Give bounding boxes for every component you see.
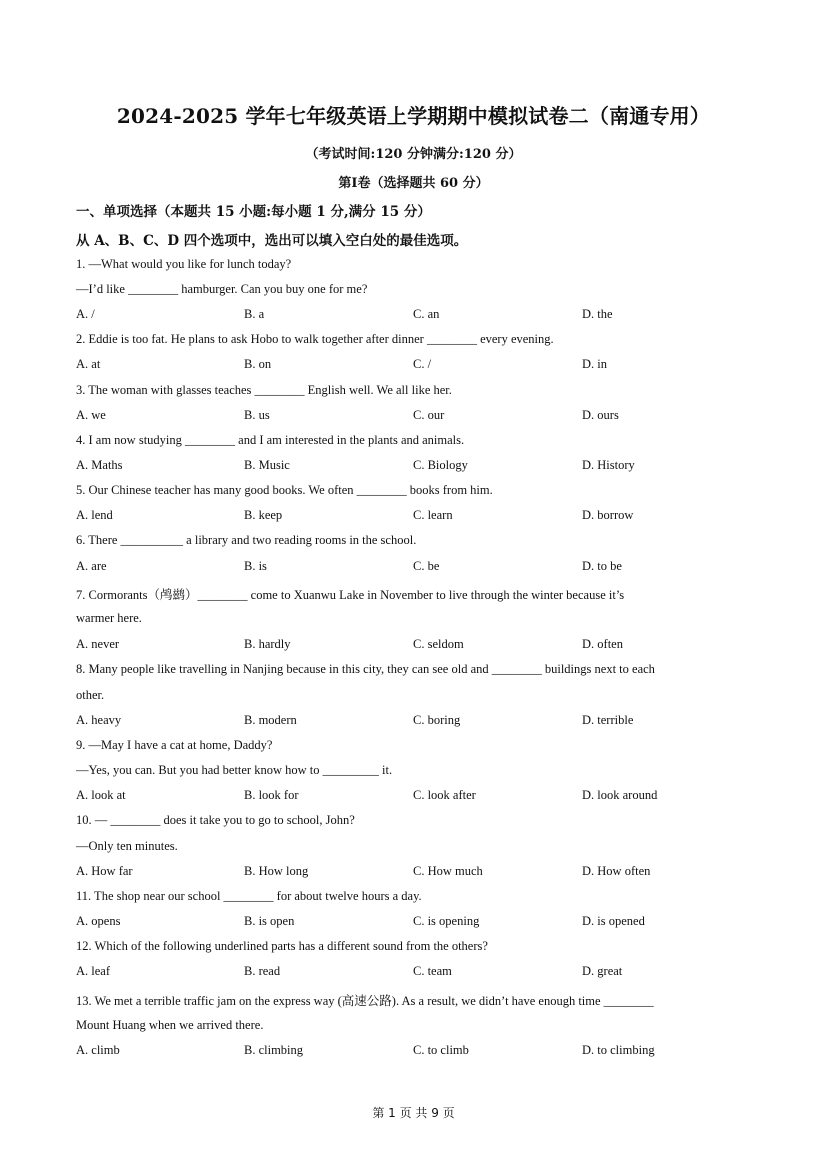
question-4-line-1: 4. I am now studying ________ and I am interested in the plants and animals. bbox=[76, 433, 465, 447]
option-b: B. Music bbox=[244, 458, 290, 472]
option-c: C. / bbox=[413, 357, 432, 371]
option-a: A. lend bbox=[76, 508, 113, 522]
question-7-options bbox=[76, 637, 756, 653]
question-5-line-1: 5. Our Chinese teacher has many good books. We often ________ books from him. bbox=[76, 483, 493, 497]
option-a: A. heavy bbox=[76, 713, 122, 727]
option-b: B. us bbox=[244, 408, 270, 422]
question-10-options bbox=[76, 864, 756, 880]
option-a: A. are bbox=[76, 559, 107, 573]
section-instruction: 从 A、B、C、D 四个选项中，选出可以填入空白处的最佳选项。 bbox=[76, 233, 468, 249]
section-heading: 一、单项选择（本题共 15 小题:每小题 1 分,满分 15 分） bbox=[76, 204, 431, 220]
option-d: D. look around bbox=[582, 788, 658, 802]
option-b: B. is open bbox=[244, 914, 295, 928]
question-13-options bbox=[76, 1043, 756, 1059]
question-11-options bbox=[76, 914, 756, 930]
option-c: C. to climb bbox=[413, 1043, 469, 1057]
question-3-options bbox=[76, 408, 756, 424]
option-c: C. our bbox=[413, 408, 445, 422]
option-b: B. read bbox=[244, 964, 281, 978]
question-1-line-2: —I’d like ________ hamburger. Can you buy one for me? bbox=[76, 282, 368, 296]
option-d: D. is opened bbox=[582, 914, 645, 928]
option-c: C. seldom bbox=[413, 637, 464, 651]
option-d: D. in bbox=[582, 357, 607, 371]
option-c: C. boring bbox=[413, 713, 461, 727]
option-d: D. to climbing bbox=[582, 1043, 655, 1057]
option-c: C. How much bbox=[413, 864, 483, 878]
question-12-line-1: 12. Which of the following underlined parts has a different sound from the others? bbox=[76, 939, 488, 953]
option-d: D. great bbox=[582, 964, 623, 978]
option-a: A. opens bbox=[76, 914, 121, 928]
option-b: B. look for bbox=[244, 788, 299, 802]
option-d: D. to be bbox=[582, 559, 622, 573]
option-a: A. leaf bbox=[76, 964, 111, 978]
option-c: C. is opening bbox=[413, 914, 480, 928]
document-title: 2024-2025 学年七年级英语上学期期中模拟试卷二（南通专用） bbox=[116, 104, 711, 128]
question-1-options bbox=[76, 307, 756, 323]
option-b: B. hardly bbox=[244, 637, 291, 651]
question-6-line-1: 6. There __________ a library and two reading rooms in the school. bbox=[76, 533, 417, 547]
option-d: D. borrow bbox=[582, 508, 634, 522]
option-c: C. look after bbox=[413, 788, 476, 802]
option-b: B. a bbox=[244, 307, 265, 321]
question-3-line-1: 3. The woman with glasses teaches ________ English well. We all like her. bbox=[76, 383, 452, 397]
question-13-line-2: Mount Huang when we arrived there. bbox=[76, 1018, 264, 1032]
question-10-line-2: —Only ten minutes. bbox=[76, 839, 178, 853]
exam-info: （考试时间:120 分钟满分:120 分） bbox=[305, 147, 522, 162]
option-b: B. climbing bbox=[244, 1043, 304, 1057]
option-d: D. often bbox=[582, 637, 623, 651]
question-9-line-1: 9. —May I have a cat at home, Daddy? bbox=[76, 738, 273, 752]
question-1-line-1: 1. —What would you like for lunch today? bbox=[76, 257, 292, 271]
question-2-options bbox=[76, 357, 756, 373]
question-8-line-2: other. bbox=[76, 688, 105, 702]
question-6-options bbox=[76, 559, 756, 575]
option-a: A. / bbox=[76, 307, 95, 321]
question-11-line-1: 11. The shop near our school ________ for about twelve hours a day. bbox=[76, 889, 422, 903]
question-5-options bbox=[76, 508, 756, 524]
option-d: D. ours bbox=[582, 408, 619, 422]
question-12-options bbox=[76, 964, 756, 980]
option-a: A. Maths bbox=[76, 458, 123, 472]
option-b: B. is bbox=[244, 559, 267, 573]
option-b: B. keep bbox=[244, 508, 283, 522]
option-b: B. modern bbox=[244, 713, 297, 727]
question-2-line-1: 2. Eddie is too fat. He plans to ask Hobo to walk together after dinner ________ every evening. bbox=[76, 332, 554, 346]
question-7-line-2: warmer here. bbox=[76, 611, 142, 625]
option-d: D. the bbox=[582, 307, 613, 321]
question-8-options bbox=[76, 713, 756, 729]
question-7-line-1: 7. Cormorants（鸬鹚）________ come to Xuanwu Lake in November to live through the winter because it’s bbox=[76, 588, 625, 602]
option-a: A. at bbox=[76, 357, 101, 371]
option-a: A. climb bbox=[76, 1043, 120, 1057]
question-9-options bbox=[76, 788, 756, 804]
option-c: C. an bbox=[413, 307, 440, 321]
option-b: B. How long bbox=[244, 864, 309, 878]
option-a: A. we bbox=[76, 408, 106, 422]
question-10-line-1: 10. — ________ does it take you to go to school, John? bbox=[76, 813, 355, 827]
option-a: A. look at bbox=[76, 788, 126, 802]
option-d: D. How often bbox=[582, 864, 651, 878]
question-8-line-1: 8. Many people like travelling in Nanjing because in this city, they can see old and ________ buildings next to each bbox=[76, 662, 655, 676]
option-d: D. terrible bbox=[582, 713, 634, 727]
question-13-line-1: 13. We met a terrible traffic jam on the express way (高速公路). As a result, we didn’t have enough time ________ bbox=[76, 994, 654, 1008]
question-4-options bbox=[76, 458, 756, 474]
option-c: C. be bbox=[413, 559, 440, 573]
option-c: C. team bbox=[413, 964, 452, 978]
option-b: B. on bbox=[244, 357, 272, 371]
question-9-line-2: —Yes, you can. But you had better know how to _________ it. bbox=[76, 763, 393, 777]
option-a: A. never bbox=[76, 637, 120, 651]
part-title: 第Ⅰ卷（选择题共 60 分） bbox=[338, 176, 489, 191]
option-c: C. Biology bbox=[413, 458, 468, 472]
option-c: C. learn bbox=[413, 508, 453, 522]
page-number: 第 1 页 共 9 页 bbox=[372, 1106, 455, 1120]
option-d: D. History bbox=[582, 458, 635, 472]
option-a: A. How far bbox=[76, 864, 133, 878]
